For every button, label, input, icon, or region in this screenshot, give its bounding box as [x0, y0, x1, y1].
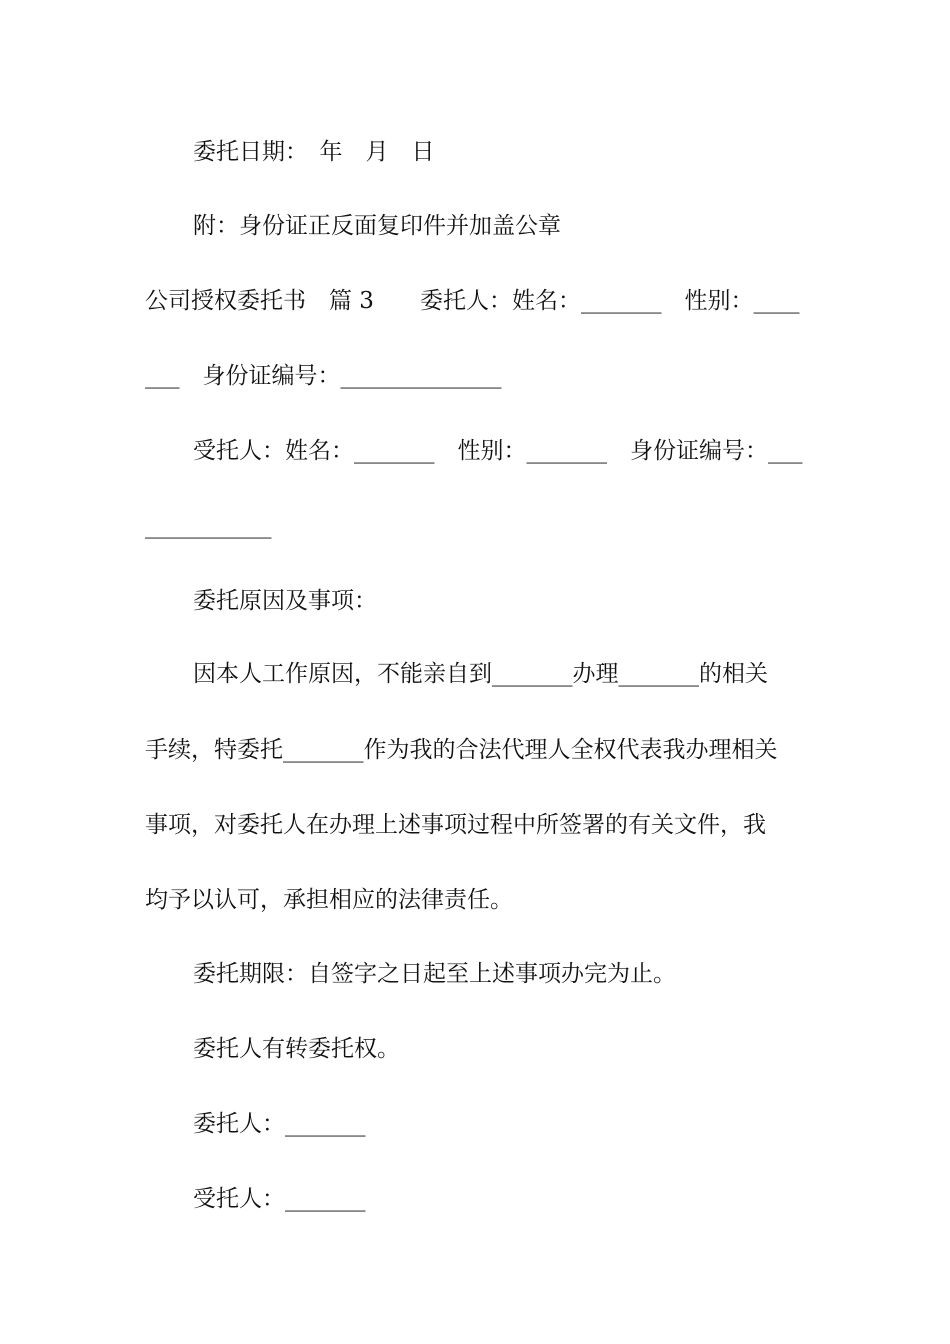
reason-paragraph-line-3: 事项，对委托人在办理上述事项过程中所签署的有关文件，我: [145, 812, 766, 838]
agent-signature-line: 受托人：_______: [193, 1186, 366, 1212]
attachment-line: 附：身份证正反面复印件并加盖公章: [193, 213, 561, 239]
reason-paragraph-line-2: 手续，特委托_______作为我的合法代理人全权代表我办理相关: [145, 737, 778, 763]
term-line: 委托期限：自签字之日起至上述事项办完为止。: [193, 961, 676, 987]
agent-id-continuation-line: ___________: [145, 513, 272, 539]
reason-heading: 委托原因及事项：: [193, 588, 377, 614]
reason-paragraph-line-4: 均予以认可，承担相应的法律责任。: [145, 887, 513, 913]
principal-signature-line: 委托人：_______: [193, 1111, 366, 1137]
agent-info-line: 受托人：姓名：_______ 性别：_______ 身份证编号：___: [193, 438, 803, 464]
entrust-date-line: 委托日期： 年 月 日: [193, 139, 435, 165]
section-title-and-principal-line: 公司授权委托书 篇 3 委托人：姓名：_______ 性别：____: [145, 288, 800, 314]
reason-paragraph-line-1: 因本人工作原因，不能亲自到_______办理_______的相关: [193, 661, 768, 687]
sub-delegation-line: 委托人有转委托权。: [193, 1036, 400, 1062]
principal-id-line: ___ 身份证编号：______________: [145, 363, 502, 389]
